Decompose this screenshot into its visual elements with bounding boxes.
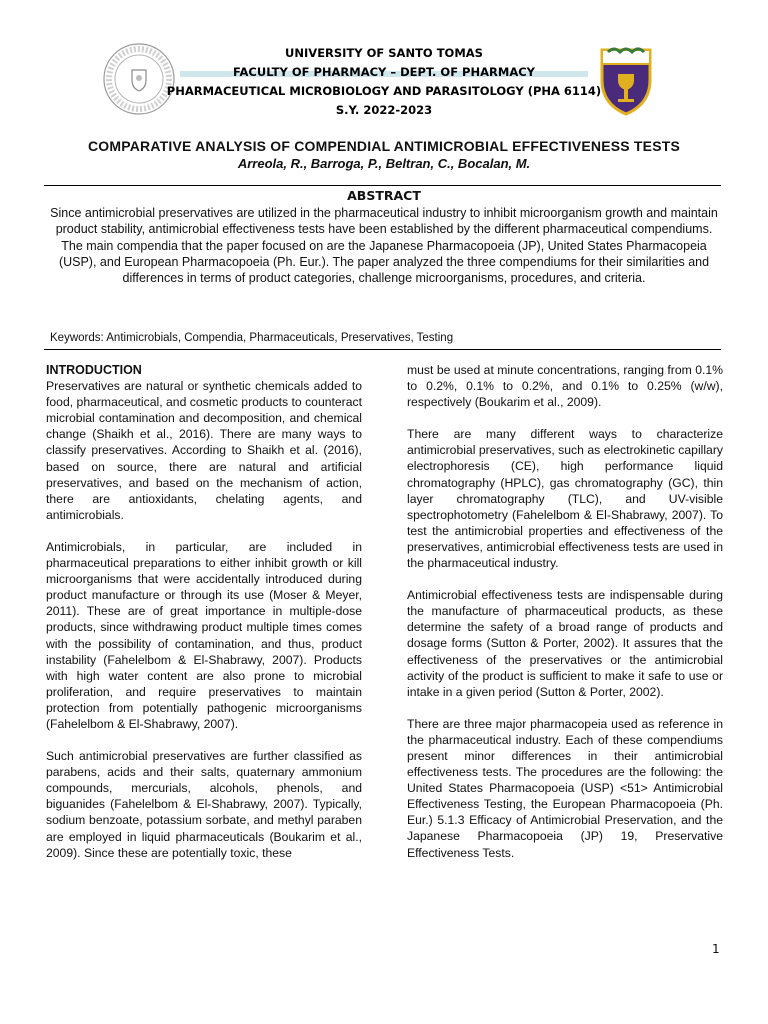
university-name: UNIVERSITY OF SANTO TOMAS [285,46,483,60]
school-year: S.Y. 2022-2023 [335,103,433,117]
faculty-name: FACULTY OF PHARMACY – DEPT. OF PHARMACY [233,65,535,79]
page-number: 1 [712,942,720,956]
divider [44,185,721,186]
paragraph: Preservatives are natural or synthetic chemicals added to food, pharmaceutical, and cosmetic products to counteract microbial contamination and decomposition, and chemical change (Shaikh et al., 2016). There are many ways to classify preservatives. According to Shaikh et al. (2016), based on source, there are natural and artificial preservatives, and based on the mechanism of action, there are antioxidants, chelating agents, and antimicrobials. [46,379,362,522]
paragraph: Antimicrobial effectiveness tests are indispensable during the manufacture of pharmaceutical products, as these determine the safety of a broad range of products and dosage forms (Sutton & Porter, 2002). It assures that the effectiveness of the preservatives or the antimicrobial activity of the product is sufficient to make it safe to use or intake in a given period (Sutton & Porter, 2002). [407,588,723,699]
abstract-text: Since antimicrobial preservatives are utilized in the pharmaceutical industry to inhibit microorganism growth and maintain product stability, antimicrobial effectiveness tests have been established by the different pharmaceutical compendiums. The main compendia that the paper focused on are the Japanese Pharmacopoeia (JP), United States Pharmacopeia (USP), and European Pharmacopoeia (Ph. Eur.). The paper analyzed the three compendiums for their similarities and differences in terms of product categories, challenge microorganisms, procedures, and criteria. [50,206,718,286]
paragraph: must be used at minute concentrations, ranging from 0.1% to 0.2%, 0.1% to 0.2%, and 0.1% to 0.25% (w/w), respectively (Boukarim et al., 2009). [407,363,723,410]
section-heading-introduction: INTRODUCTION [46,363,142,377]
paragraph: There are three major pharmacopeia used as reference in the pharmaceutical industry. Each of these compendiums present minor differences in their antimicrobial effectiveness tests. The procedures are the following: the United States Pharmacopoeia (USP) <51> Antimicrobial Effectiveness Testing, the European Pharmacopoeia (Ph. Eur.) 5.1.3 Efficacy of Antimicrobial Preservation, and the Japanese Pharmacopoeia (JP) 19, Preservative Effectiveness Tests. [407,716,723,860]
keywords-line: Keywords: Antimicrobials, Compendia, Pharmaceuticals, Preservatives, Testing [50,332,454,344]
paragraph: There are many different ways to characterize antimicrobial preservatives, such as electrokinetic capillary electrophoresis (CE), high performance liquid chromatography (HPLC), gas chromatography (GC), thin layer chromatography (TLC), and UV-visible spectrophotometry (Fahelelbom & El-Shabrawy, 2007). To test the antimicrobial properties and effectiveness of the preservatives, antimicrobial effectiveness tests are used in the pharmaceutical industry. [407,427,723,571]
faculty-crest-icon [594,44,658,118]
abstract-heading: ABSTRACT [347,188,421,203]
paper-title: COMPARATIVE ANALYSIS OF COMPENDIAL ANTIMICROBIAL EFFECTIVENESS TESTS [87,138,681,154]
right-column [407,362,723,877]
divider [44,349,721,350]
paragraph: Such antimicrobial preservatives are further classified as parabens, acids and their salts, quaternary ammonium compounds, mercurials, alcohols, phenols, and biguanides (Fahelelbom & El-Shabrawy, 2007). Typically, sodium benzoate, potassium sorbate, and methyl paraben are employed in liquid pharmaceuticals (Boukarim et al., 2009). Since these are potentially toxic, these [46,749,362,860]
left-column [46,362,362,877]
paragraph: Antimicrobials, in particular, are included in pharmaceutical preparations to either inhibit growth or kill microorganisms that were accidentally introduced during product manufacture or through its use (Moser & Meyer, 2011). These are of great importance in multiple-dose products, since withdrawing product multiple times comes with the possibility of contamination, and thus, product instability (Fahelelbom & El-Shabrawy, 2007). Products with high water content are also prone to microbial proliferation, and require preservatives to maintain protection from potentially pathogenic microorganisms (Fahelelbom & El-Shabrawy, 2007). [46,539,362,731]
document-header [0,0,768,130]
paper-authors: Arreola, R., Barroga, P., Beltran, C., Bocalan, M. [237,156,531,171]
course-name: PHARMACEUTICAL MICROBIOLOGY AND PARASITOLOGY (PHA 6114) [166,84,602,98]
